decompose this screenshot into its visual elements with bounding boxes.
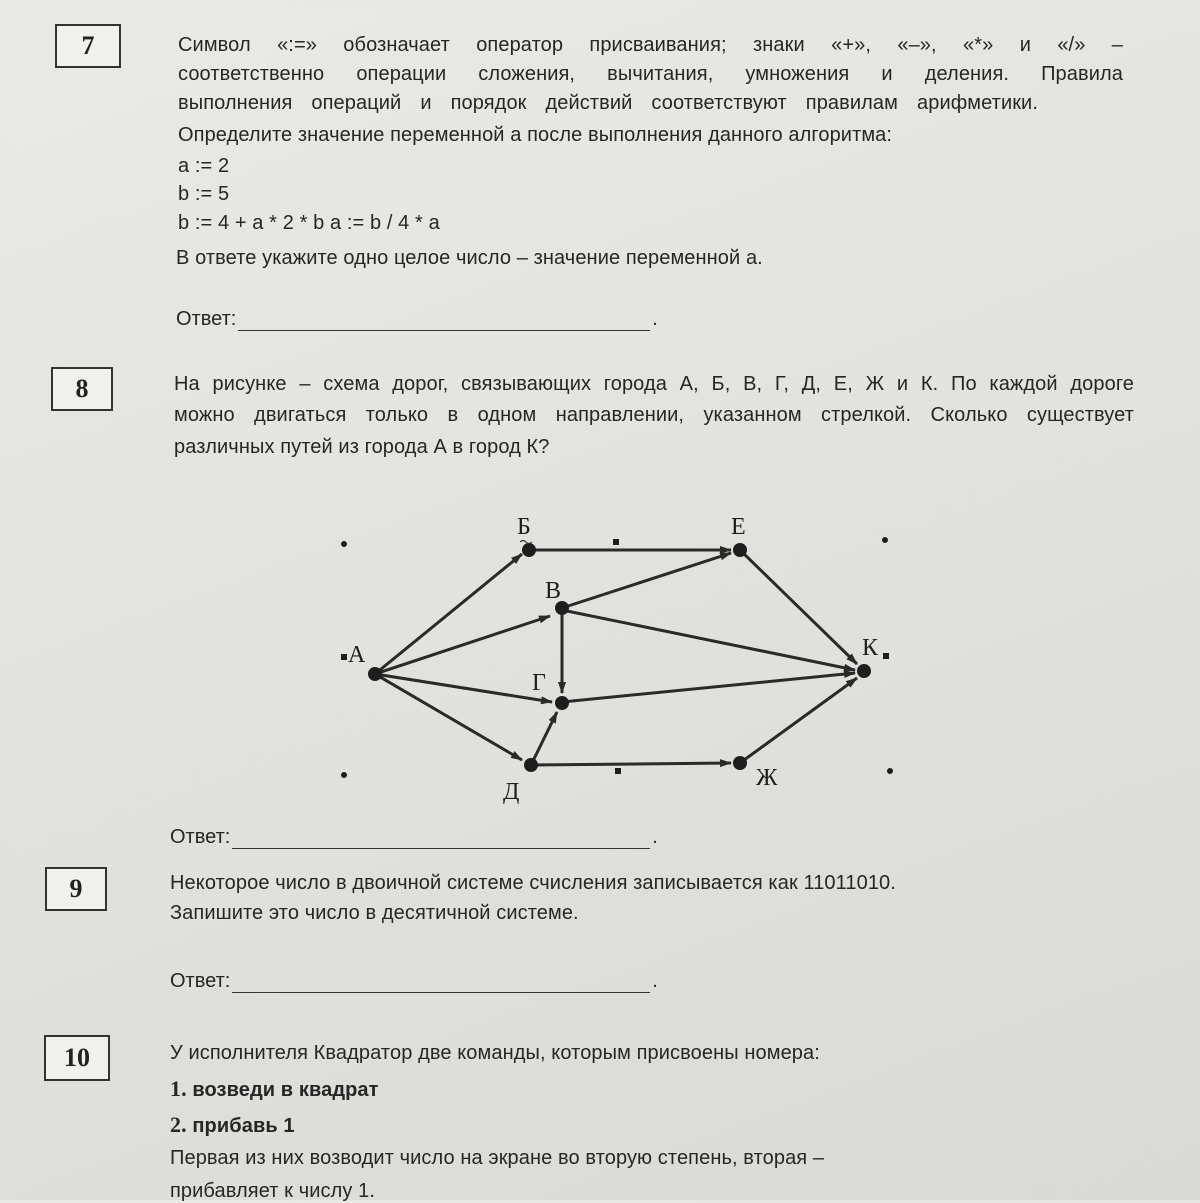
task8-text-line-3: различных путей из города А в город К? <box>174 436 550 458</box>
task-number-7: 7 <box>55 24 121 68</box>
task9-answer <box>170 970 658 993</box>
answer-field[interactable] <box>232 974 650 993</box>
node-d <box>524 758 538 772</box>
task8-answer <box>170 826 658 849</box>
task-number-8: 8 <box>51 367 113 411</box>
edge-a-b <box>375 554 522 674</box>
command-text: возведи в квадрат <box>192 1079 379 1101</box>
task8-text-line-2: можно двигаться только в одном направлении, указанном стрелкой. Сколько существует <box>174 404 1134 426</box>
task8-text-line-1: На рисунке – схема дорог, связывающих города А, Б, В, Г, Д, Е, Ж и К. По каждой дороге <box>174 373 1134 395</box>
edge-v-e <box>562 553 731 608</box>
node-label-b: Б <box>517 514 531 540</box>
node-k <box>857 664 871 678</box>
node-zh <box>733 756 747 770</box>
command-number: 1. <box>170 1076 187 1101</box>
answer-label: Ответ: <box>170 826 231 848</box>
node-e <box>733 543 747 557</box>
answer-period: . <box>652 826 658 848</box>
edge-d-g <box>531 712 557 765</box>
task10-command-1 <box>170 1076 379 1102</box>
task10-text-line-1: У исполнителя Квадратор две команды, которым присвоены номера: <box>170 1042 820 1064</box>
answer-field[interactable] <box>232 830 650 849</box>
edge-zh-k <box>740 678 857 763</box>
node-label-zh: Ж <box>756 765 778 791</box>
node-b <box>522 543 536 557</box>
answer-label: Ответ: <box>170 970 231 992</box>
task7-text-line-2: соответственно операции сложения, вычитания, умножения и деления. Правила <box>178 63 1123 85</box>
command-number: 2. <box>170 1112 187 1137</box>
node-label-a: А <box>348 642 366 668</box>
node-label-d: Д <box>503 779 520 805</box>
task10-text-line-2: Первая из них возводит число на экране во вторую степень, вторая – <box>170 1147 825 1169</box>
task7-code-line-1: a := 2 <box>178 155 230 177</box>
node-label-v: В <box>545 578 562 604</box>
command-text: прибавь 1 <box>192 1115 295 1137</box>
edge-e-k <box>740 550 857 664</box>
answer-period: . <box>652 970 658 992</box>
task7-code-line-3: b := 4 + a * 2 * b a := b / 4 * a <box>178 212 440 234</box>
task7-text-line-1: Символ «:=» обозначает оператор присваивания; знаки «+», «–», «*» и «/» – <box>178 34 1123 56</box>
task7-text-line-5: В ответе укажите одно целое число – значение переменной a. <box>176 247 763 269</box>
edge-g-k <box>562 673 855 702</box>
task9-text-line-1: Некоторое число в двоичной системе счисления записывается как 11011010. <box>170 872 896 894</box>
task7-text-line-3: выполнения операций и порядок действий соответствуют правилам арифметики. <box>178 92 1038 114</box>
node-label-g: Г <box>532 670 546 696</box>
edge-d-zh <box>531 763 731 765</box>
task10-command-2 <box>170 1112 295 1138</box>
task-number-9: 9 <box>45 867 107 911</box>
node-label-e: Е <box>731 514 746 540</box>
task10-text-line-3: прибавляет к числу 1. <box>170 1180 375 1202</box>
answer-label: Ответ: <box>176 308 237 330</box>
task9-text-line-2: Запишите это число в десятичной системе. <box>170 902 579 924</box>
task-number-10: 10 <box>44 1035 110 1081</box>
task7-code-line-2: b := 5 <box>178 183 230 205</box>
node-label-k: К <box>862 635 879 661</box>
node-g <box>555 696 569 710</box>
node-a <box>368 667 382 681</box>
answer-period: . <box>652 308 658 330</box>
edge-a-v <box>375 616 550 674</box>
task7-text-line-4: Определите значение переменной a после выполнения данного алгоритма: <box>178 124 893 146</box>
